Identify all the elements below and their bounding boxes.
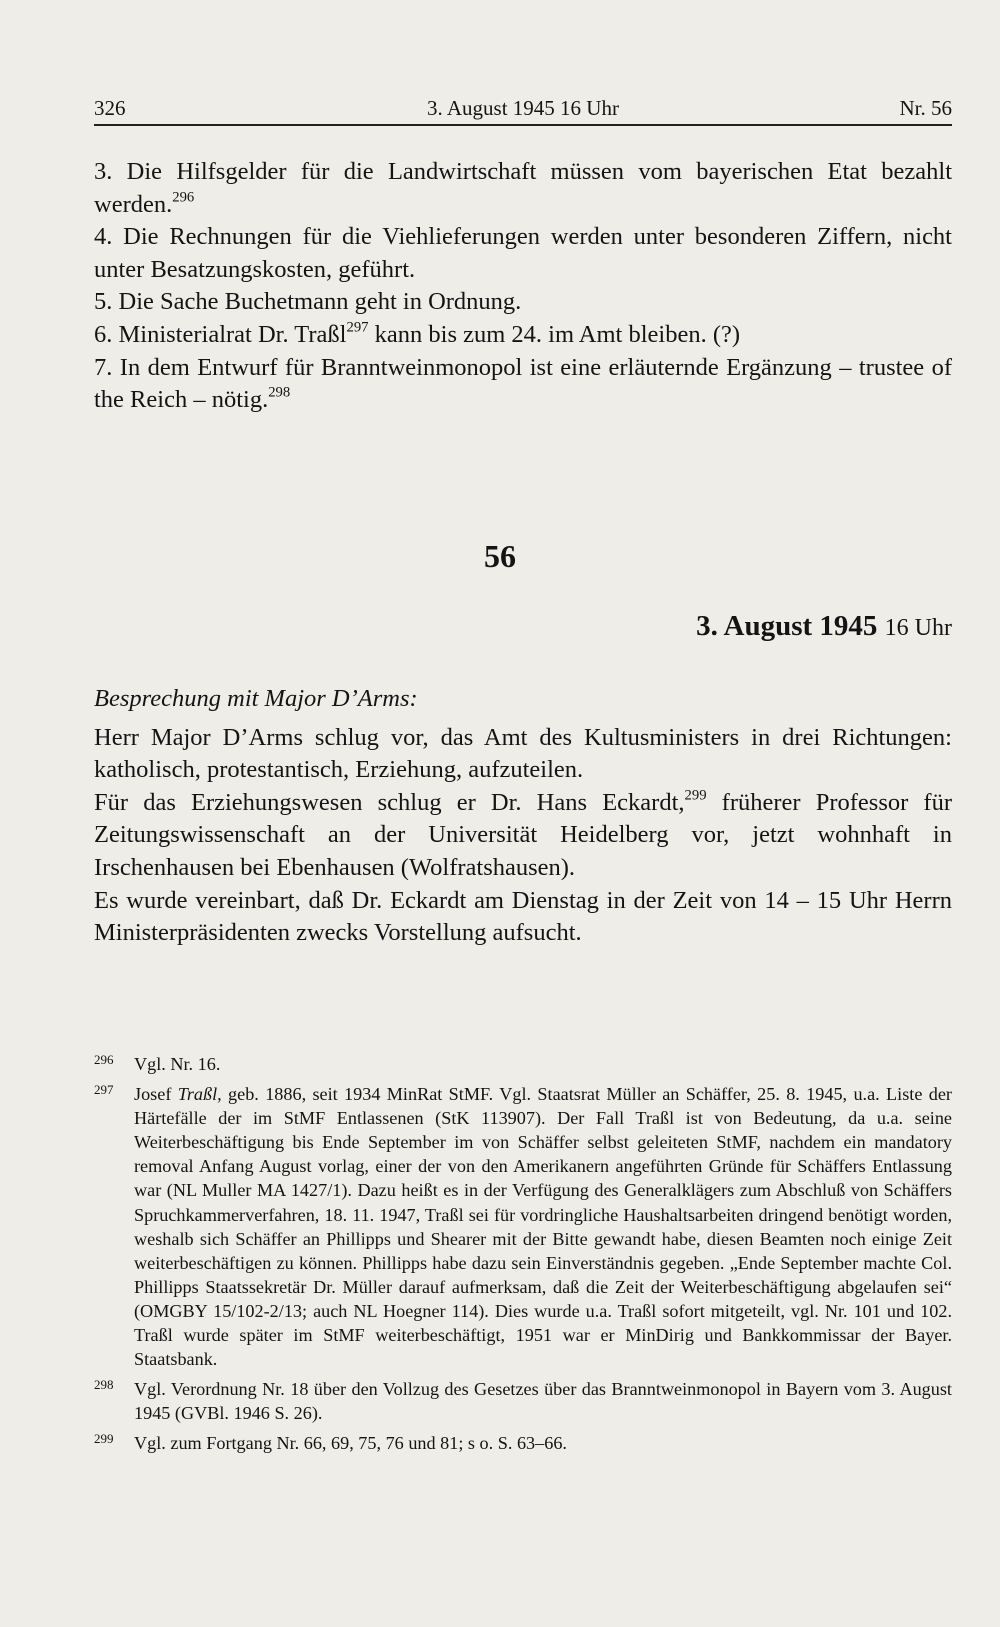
document-date — [696, 610, 952, 643]
footnotes — [94, 1052, 952, 1462]
footnote-ref[interactable]: 297 — [346, 319, 369, 336]
list-item: 7. In dem Entwurf für Branntweinmonopol ist eine erläuternde Ergänzung – trustee of the Reich – nötig.$^{298}$ — [94, 353, 952, 414]
footnote-number: 297 — [94, 1082, 114, 1098]
footnote-ref[interactable]: 296 — [172, 189, 195, 206]
running-header — [94, 88, 952, 126]
header-date: 3. August 1945 16 Uhr — [427, 96, 619, 120]
footnote: 297 Josef Traßl, geb. 1886, seit 1934 MinRat StMF. Vgl. Staatsrat Müller an Schäffer, 25. 8. 1945, u.a. Liste der Härtefälle der im StMF Entlassenen (StK 113907). Der Fall Traßl ist von Bedeutung, da u.a. seine Weiterbeschäftigung bis Ende September im von Schäffer selbst geleiteten StMF, nachdem ein mandatory removal Anfang August vorlag, einer der von den Amerikanern angeführten Gründe für Schäffers Entlassung war (NL Muller MA 1427/1). Dazu heißt es in der Verfügung des Generalklägers zum Abschluß von Schäffers Spruchkammerverfahren, 18. 11. 1947, Traßl sei für vordringliche Haushaltsarbeiten dringend benötigt worden, weshalb sich Schäffer an Phillipps und Shearer mit der Bitte gewandt habe, diesen Beamten noch einige Zeit weiterbeschäftigen zu können. Phillipps habe dazu sein Einverständnis gegeben. „Ende September machte Col. Phillipps Staatssekretär Dr. Müller darauf aufmerksam, daß die Zeit der Weiterbeschäftigung abgelaufen sei“ (OMGBY 15/102-2/13; auch NL Hoegner 114). Dies wurde u.a. Traßl sofort mitgeteilt, vgl. Nr. 101 und 102. Traßl wurde später im StMF weiterbeschäftigt, 1951 war er MinDirig und Bankkommissar der Bayer. Staatsbank. — [94, 1082, 952, 1371]
list-item: 6. Ministerialrat Dr. Traßl$^{297}$ kann bis zum 24. im Amt bleiben. (?) — [94, 319, 741, 348]
footnote-number: 299 — [94, 1431, 114, 1447]
footnote-number: 298 — [94, 1377, 114, 1393]
footnote-number: 296 — [94, 1052, 114, 1067]
footnote-ref[interactable]: 299 — [684, 787, 707, 804]
footnote-ref[interactable]: 298 — [268, 384, 291, 401]
list-item: 5. Die Sache Buchetmann geht in Ordnung. — [94, 288, 522, 316]
paragraph: Herr Major D’Arms schlug vor, das Amt des Kultusministers in drei Richtungen: katholisch, protestantisch, Erziehung, aufzuteilen. — [94, 723, 952, 784]
footnote: 296 Vgl. Nr. 16. — [94, 1052, 952, 1076]
meeting-heading: Besprechung mit Major D’Arms: — [94, 685, 418, 712]
footnote: 299 Vgl. zum Fortgang Nr. 66, 69, 75, 76 und 81; s o. S. 63–66. — [94, 1431, 952, 1455]
paragraph: Für das Erziehungswesen schlug er Dr. Hans Eckardt,$^{299}$ früherer Professor für Zeitungswissenschaft an der Universität Heidelberg vor, jetzt wohnhaft in Irschenhausen bei Ebenhausen (Wolfratshausen). — [94, 787, 952, 881]
agenda-list — [94, 156, 952, 417]
document-body — [94, 683, 952, 950]
document-date-time: 16 Uhr — [884, 615, 952, 641]
list-item: 4. Die Rechnungen für die Viehlieferungen werden unter besonderen Ziffern, nicht unter Besatzungskosten, geführt. — [94, 223, 952, 283]
list-item: 3. Die Hilfsgelder für die Landwirtschaft müssen vom bayerischen Etat bezahlt werden.$^{296}$ — [94, 158, 952, 218]
document-number: 56 — [484, 538, 516, 574]
paragraph: Es wurde vereinbart, daß Dr. Eckardt am Dienstag in der Zeit von 14 – 15 Uhr Herrn Ministerpräsidenten zwecks Vorstellung aufsucht. — [94, 886, 952, 947]
header-doc-number: Nr. 56 — [899, 96, 952, 120]
page-number: 326 — [94, 96, 126, 120]
footnote: 298 Vgl. Verordnung Nr. 18 über den Vollzug des Gesetzes über das Branntweinmonopol in Bayern vom 3. August 1945 (GVBl. 1946 S. 26). — [94, 1377, 952, 1425]
document-date-day: 3. August 1945 — [696, 610, 878, 642]
